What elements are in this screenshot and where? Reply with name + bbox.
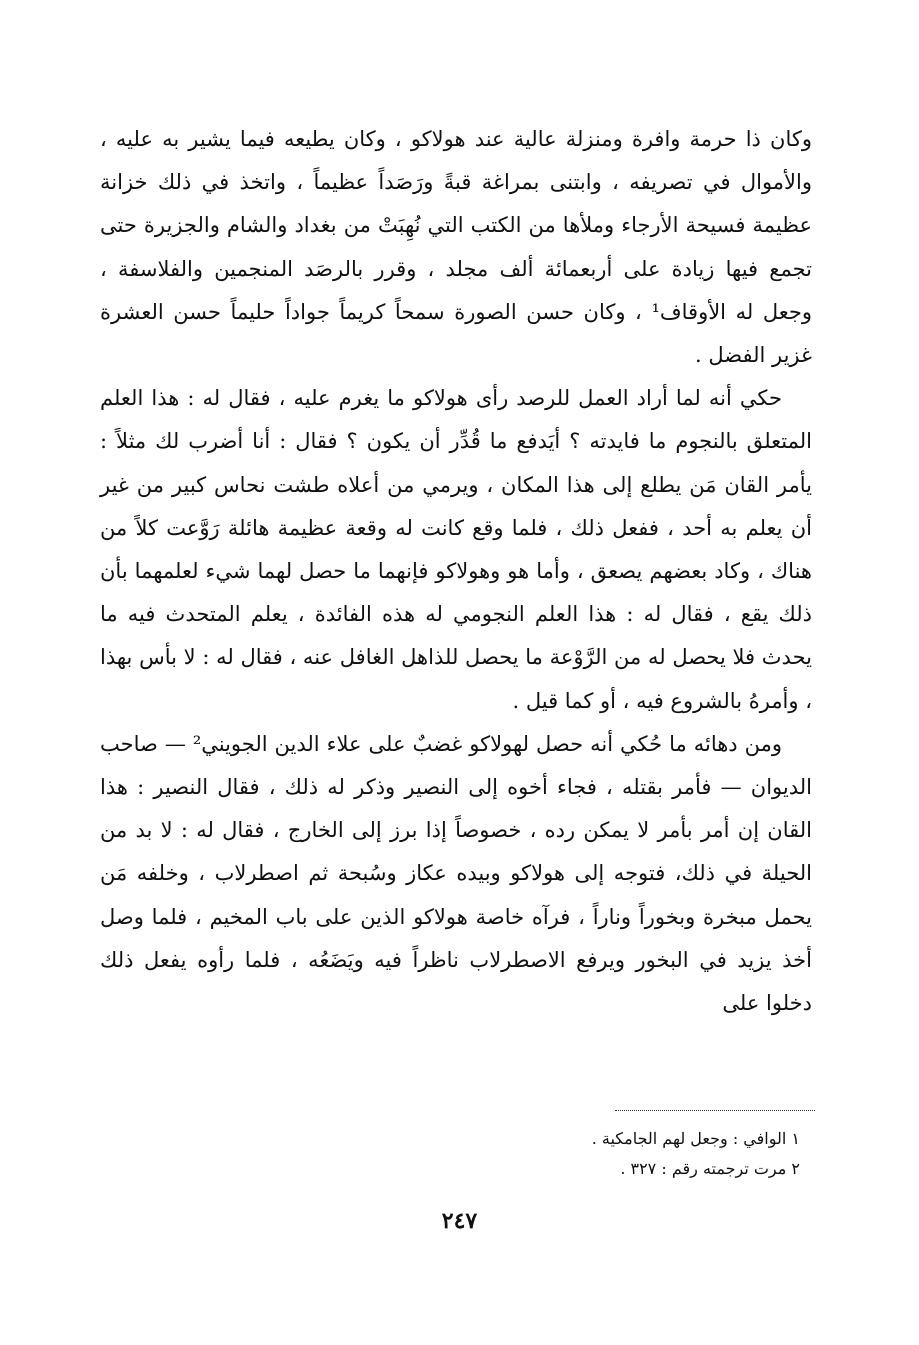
main-text	[100, 118, 812, 1025]
footnote-1: ١ الوافي : وجعل لهم الجامكية .	[591, 1129, 800, 1148]
page-number: ٢٤٧	[441, 1208, 478, 1234]
paragraph-1: وكان ذا حرمة وافرة ومنزلة عالية عند هولاكو ، وكان يطيعه فيما يشير به عليه ، والأموال في تصريفه ، وابتنى بمراغة قبةً ورَصَداً عظيماً ، واتخذ في ذلك خزانة عظيمة فسيحة الأرجاء وملأها من الكتب التي نُهِبَتْ من بغداد والشام والجزيرة حتى تجمع فيها زيادة على أربعمائة ألف مجلد ، وقرر بالرصَد المنجمين والفلاسفة ، وجعل له الأوقاف¹ ، وكان حسن الصورة سمحاً كريماً جواداً حليماً حسن العشرة غزير الفضل .	[100, 127, 813, 368]
paragraph-3: ومن دهائه ما حُكي أنه حصل لهولاكو غضبٌ على علاء الدين الجويني² — صاحب الديوان — فأمر بقتله ، فجاء أخوه إلى النصير وذكر له ذلك ، فقال النصير : هذا القان إن أمر بأمر لا يمكن رده ، خصوصاً إذا برز إلى الخارج ، فقال له : لا بد من الحيلة في ذلك، فتوجه إلى هولاكو وبيده عكاز وسُبحة ثم اصطرلاب ، وخلفه مَن يحمل مبخرة وبخوراً وناراً ، فرآه خاصة هولاكو الذين على باب المخيم ، فلما وصل أخذ يزيد في البخور ويرفع الاصطرلاب ناظراً فيه ويَضَعُه ، فلما رأوه يفعل ذلك دخلوا على	[100, 731, 812, 1016]
footnote-divider	[615, 1110, 815, 1111]
footnote-2: ٢ مرت ترجمته رقم : ٣٢٧ .	[620, 1159, 800, 1178]
paragraph-2: حكي أنه لما أراد العمل للرصد رأى هولاكو ما يغرم عليه ، فقال له : هذا العلم المتعلق بالنجوم ما فايدته ؟ أيَدفع ما قُدِّر أن يكون ؟ فقال : أنا أضرب لك مثلاً : يأمر القان مَن يطلع إلى هذا المكان ، ويرمي من أعلاه طشت نحاس كبير من غير أن يعلم به أحد ، ففعل ذلك ، فلما وقع كانت له وقعة عظيمة هائلة رَوَّعت كلاً من هناك ، وكاد بعضهم يصعق ، وأما هو وهولاكو فإنهما ما حصل لهما شيء لعلمهما بأن ذلك يقع ، فقال له : هذا العلم النجومي له هذه الفائدة ، يعلم المتحدث فيه ما يحدث فلا يحصل له من الرَّوْعة ما يحصل للذاهل الغافل عنه ، فقال له : لا بأس بهذا ، وأمرهُ بالشروع فيه ، أو كما قيل .	[100, 386, 812, 713]
footnotes	[400, 1124, 800, 1184]
